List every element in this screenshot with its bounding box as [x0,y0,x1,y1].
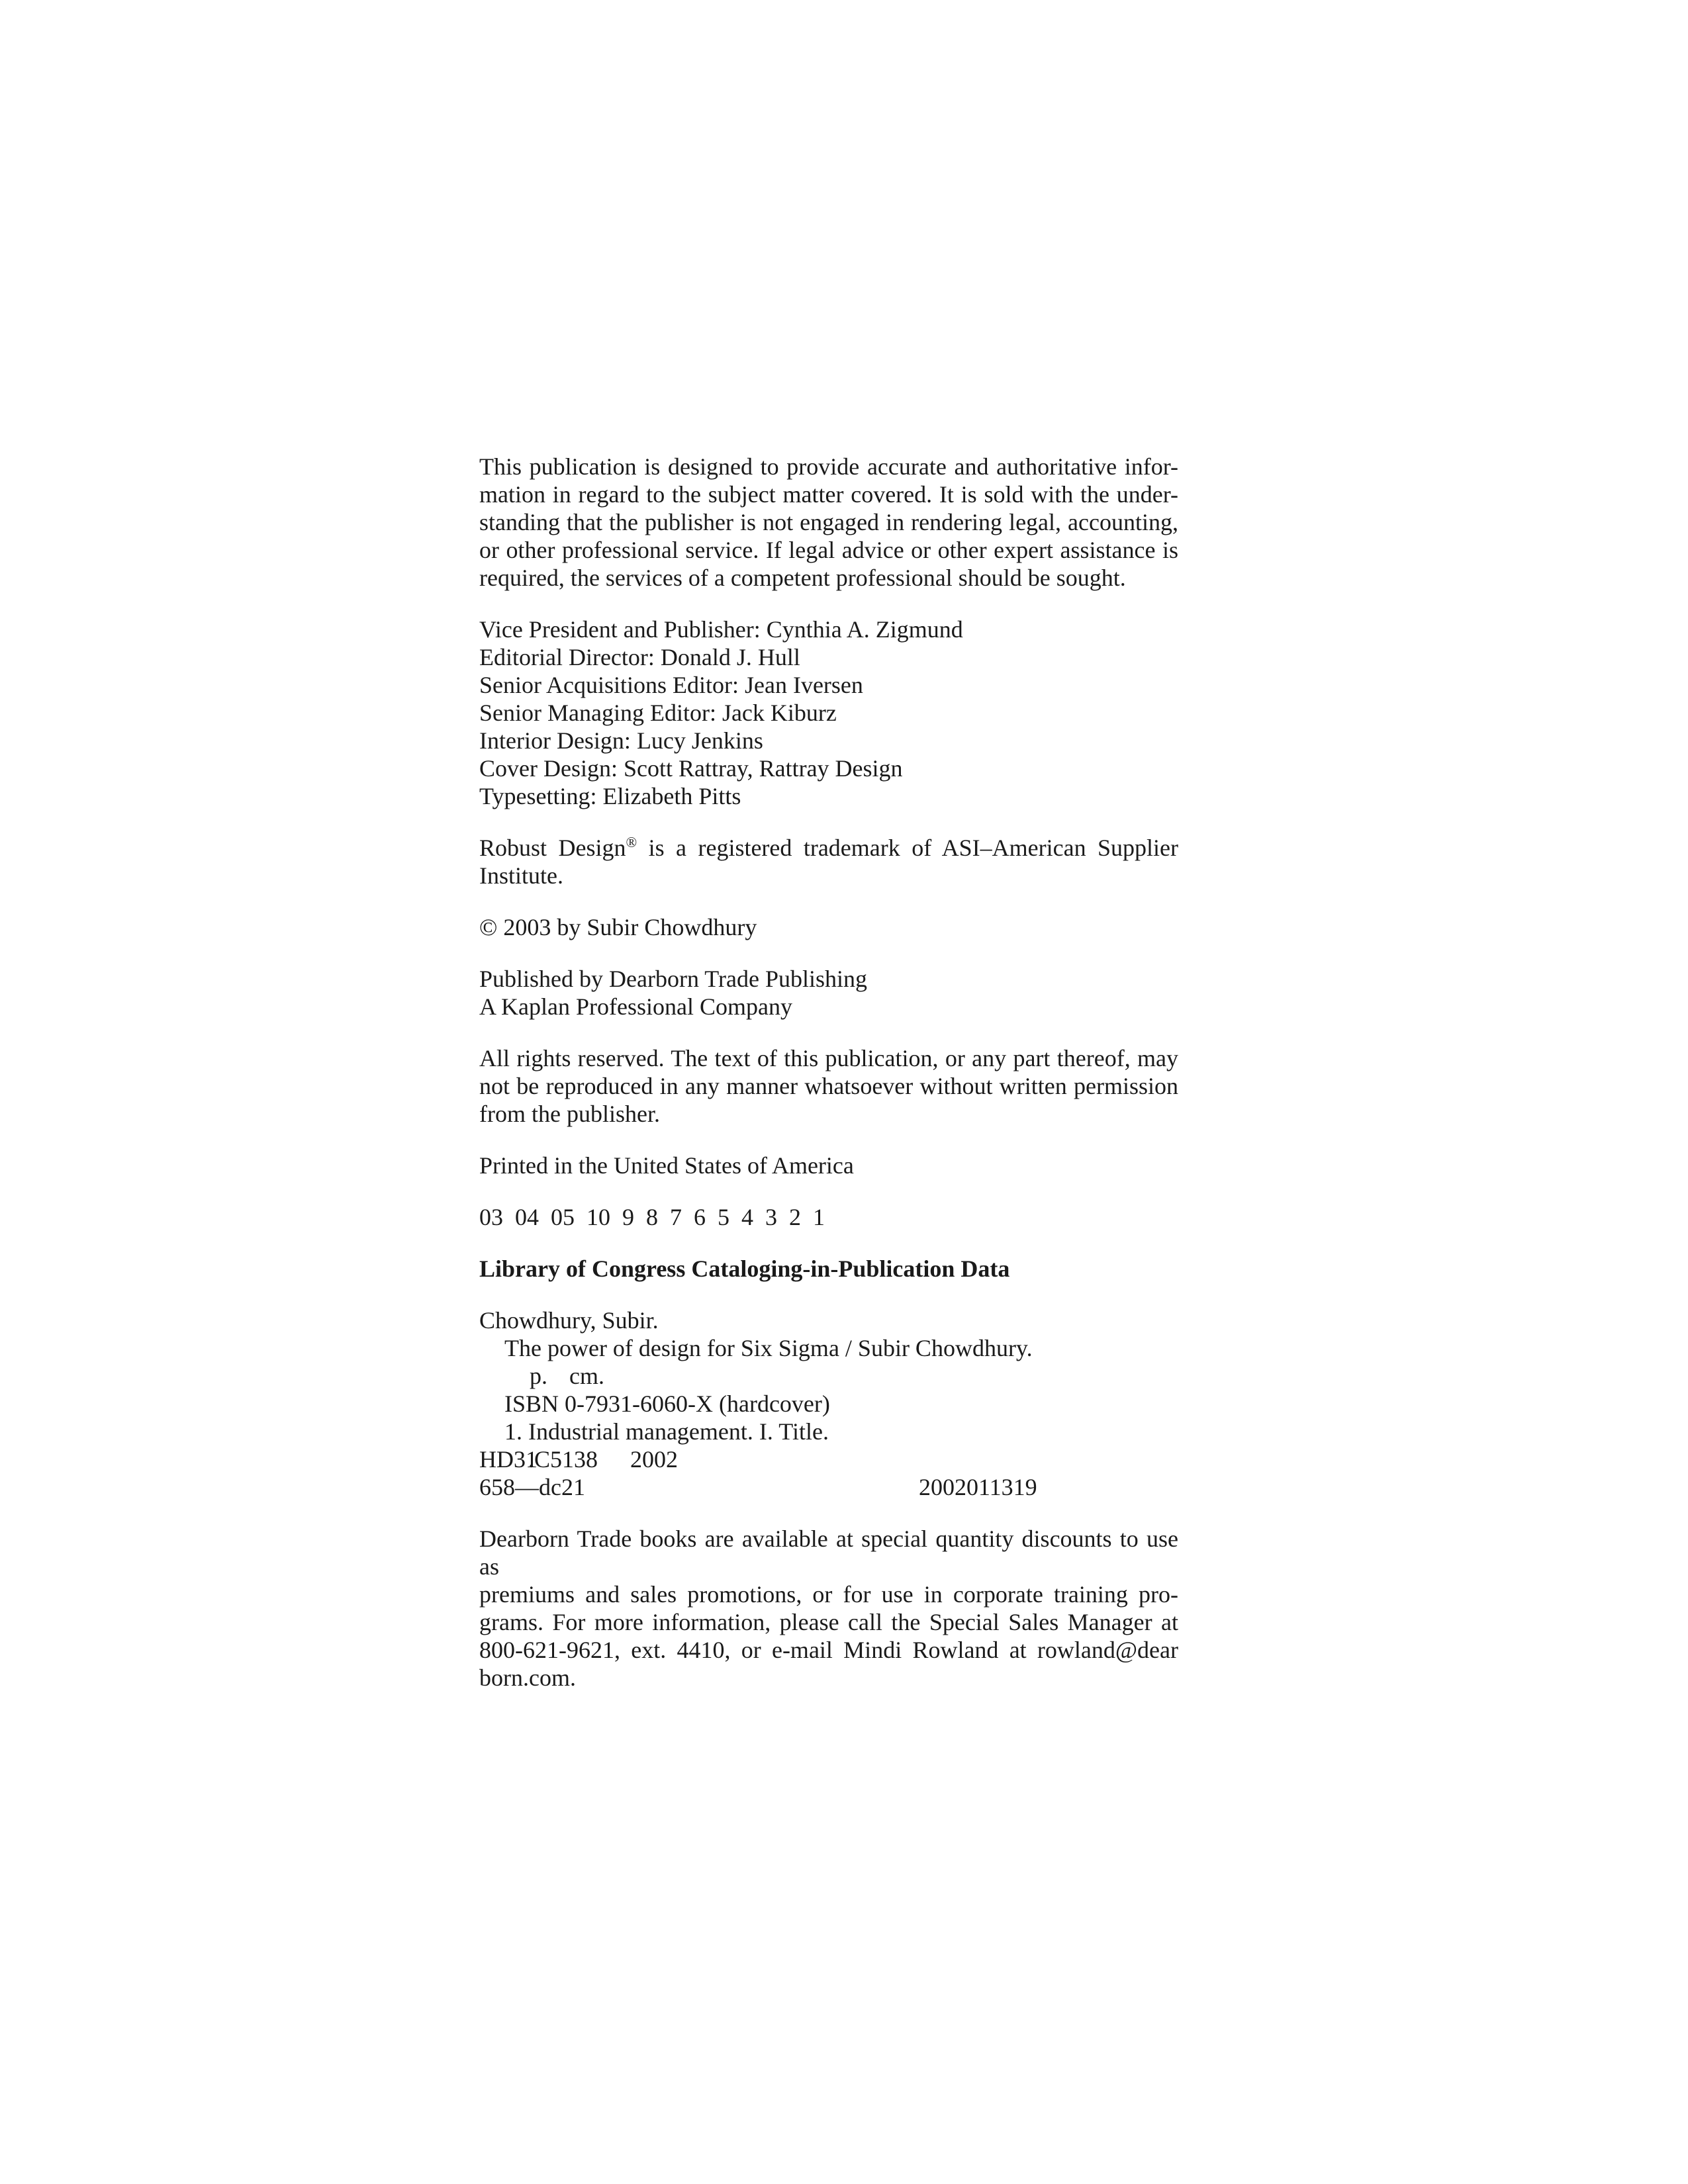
registered-mark: ® [626,834,637,850]
sales-line: Dearborn Trade books are available at special quantity discounts to use as [479,1525,1178,1580]
printing-numbers [479,1203,1178,1231]
printing-number: 7 [670,1204,682,1230]
printing-number: 2 [789,1204,801,1230]
cip-title: The power of design for Six Sigma / Subir Chowdhury. [504,1335,1033,1361]
trademark-text: is a registered trademark of ASI–American Supplier [637,835,1178,861]
printing-number: 8 [646,1204,658,1230]
publisher-info [479,965,1178,1021]
rights-line: not be reproduced in any manner whatsoever without written permission [479,1073,1178,1099]
disclaimer-line: required, the services of a competent professional should be sought. [479,565,1126,591]
rights-paragraph [479,1044,1178,1128]
sales-line: 800-621-9621, ext. 4410, or e-mail Mindi Rowland at rowland@dear [479,1637,1178,1663]
rights-line: All rights reserved. The text of this publication, or any part thereof, may [479,1045,1178,1071]
cip-lc-classification [479,1445,1178,1473]
credit-typesetting: Typesetting: Elizabeth Pitts [479,783,741,809]
printing-number: 4 [741,1204,753,1230]
credit-cover-design: Cover Design: Scott Rattray, Rattray Design [479,755,903,782]
printing-number: 03 [479,1204,503,1230]
cip-lc-year: 2002 [630,1446,678,1473]
printing-number: 9 [622,1204,634,1230]
cip-subject: 1. Industrial management. I. Title. [504,1418,829,1445]
printing-number: 1 [813,1204,825,1230]
cip-record [479,1306,1178,1501]
cip-lc-class: HD31 [479,1446,538,1473]
cip-lc-cutter: .C5138 [528,1446,598,1473]
credits-list [479,615,1178,810]
printing-number: 04 [515,1204,539,1230]
sales-line: born.com. [479,1664,576,1691]
credit-acquisitions-editor: Senior Acquisitions Editor: Jean Iversen [479,672,863,698]
trademark-line: Institute. [479,862,563,889]
cip-heading: Library of Congress Cataloging-in-Publication Data [479,1255,1010,1282]
publisher-company: A Kaplan Professional Company [479,993,792,1020]
disclaimer-line: standing that the publisher is not engaged in rendering legal, accounting, [479,509,1178,535]
copyright-notice [479,913,1178,941]
printing-number: 5 [718,1204,729,1230]
cip-isbn: ISBN 0-7931-6060-X (hardcover) [504,1390,830,1417]
credit-editorial-director: Editorial Director: Donald J. Hull [479,644,800,670]
trademark-line [479,834,1178,862]
cip-author: Chowdhury, Subir. [479,1307,659,1334]
cip-size: cm. [569,1363,604,1389]
cip-pages: p. [530,1363,547,1389]
disclaimer-line: This publication is designed to provide accurate and authoritative infor- [479,453,1178,480]
sales-line: grams. For more information, please call the Special Sales Manager at [479,1609,1178,1635]
publisher-line: Published by Dearborn Trade Publishing [479,966,868,992]
printed-in [479,1152,1178,1179]
credit-interior-design: Interior Design: Lucy Jenkins [479,727,763,754]
special-sales-paragraph [479,1525,1178,1692]
printing-number: 3 [765,1204,777,1230]
disclaimer-line: or other professional service. If legal advice or other expert assistance is [479,537,1178,563]
disclaimer-line: mation in regard to the subject matter covered. It is sold with the under- [479,481,1178,508]
trademark-name: Robust Design [479,835,626,861]
copyright-page [479,453,1178,1715]
disclaimer-paragraph [479,453,1178,592]
printing-number: 6 [694,1204,706,1230]
printing-number: 10 [586,1204,610,1230]
credit-publisher: Vice President and Publisher: Cynthia A. Zigmund [479,616,963,643]
trademark-notice [479,834,1178,889]
copyright-line: © 2003 by Subir Chowdhury [479,914,757,940]
printing-number: 05 [551,1204,575,1230]
cip-physical-description [479,1362,1178,1390]
cip-dewey-row [479,1473,1178,1501]
printed-line: Printed in the United States of America [479,1152,854,1179]
rights-line: from the publisher. [479,1101,660,1127]
sales-line: premiums and sales promotions, or for use in corporate training pro- [479,1581,1178,1608]
cip-lccn: 2002011319 [919,1474,1037,1500]
credit-managing-editor: Senior Managing Editor: Jack Kiburz [479,700,837,726]
cip-dewey: 658—dc21 [479,1474,585,1500]
